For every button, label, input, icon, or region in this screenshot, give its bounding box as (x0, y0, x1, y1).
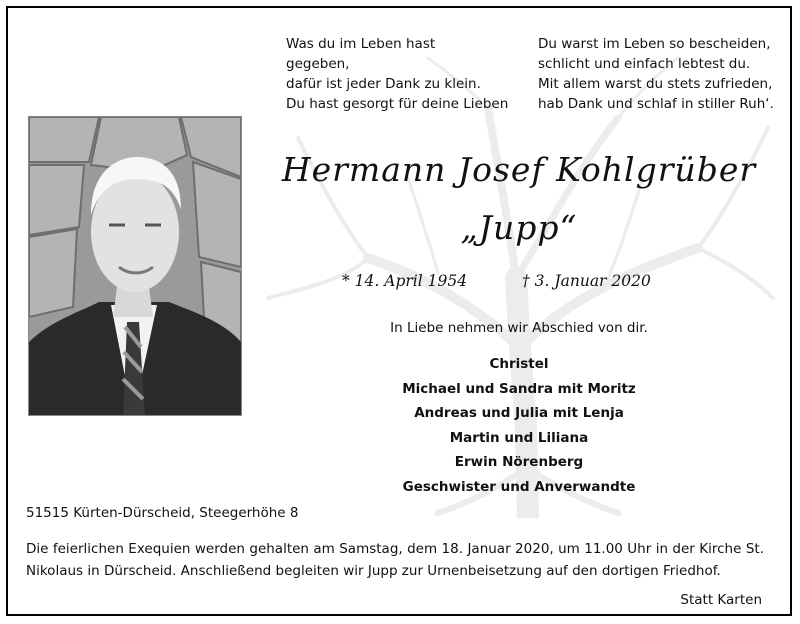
mourners-list (246, 352, 792, 500)
verse-right (538, 34, 774, 114)
farewell-text: In Liebe nehmen wir Abschied von dir. (390, 320, 648, 336)
mourner-name: Geschwister und Anverwandte (402, 478, 636, 495)
portrait-photo (28, 116, 242, 416)
verse-left-line: dafür ist jeder Dank zu klein. (286, 76, 481, 92)
deceased-nickname: „Jupp“ (460, 208, 578, 247)
deceased-name: Hermann Josef Kohlgrüber (281, 150, 757, 189)
verse-right-line: Du warst im Leben so bescheiden, (538, 36, 771, 52)
death-date: † 3. Januar 2020 (522, 272, 651, 290)
verse-left (286, 34, 508, 114)
verse-left-line: Du hast gesorgt für deine Lieben (286, 96, 509, 112)
mourner-name: Andreas und Julia mit Lenja (414, 405, 624, 422)
funeral-notice: Die feierlichen Exequien werden gehalten am Samstag, dem 18. Januar 2020, um 11.00 Uhr in der Kirche St. Nikolaus in Dürscheid. Anschließend begleiten wir Jupp zur Urnenbeisetzung auf den dortigen Friedhof. (26, 541, 764, 579)
verse-left-line: Was du im Leben hast (286, 36, 436, 52)
family-address: 51515 Kürten-Dürscheid, Steegerhöhe 8 (26, 505, 299, 521)
statt-karten-label: Statt Karten (680, 592, 762, 608)
mourner-name: Martin und Liliana (449, 429, 589, 446)
birth-date: * 14. April 1954 (342, 272, 468, 290)
mourner-name: Erwin Nörenberg (454, 454, 584, 471)
verse-right-line: schlicht und einfach lebtest du. (538, 56, 751, 72)
obituary-card (6, 6, 792, 616)
mourner-name: Christel (489, 356, 549, 372)
verse-left-line: gegeben, (286, 56, 350, 72)
verse-right-line: hab Dank und schlaf in stiller Ruh‘. (538, 96, 774, 112)
verse-right-line: Mit allem warst du stets zufrieden, (538, 76, 773, 92)
mourner-name: Michael und Sandra mit Moritz (402, 380, 636, 397)
